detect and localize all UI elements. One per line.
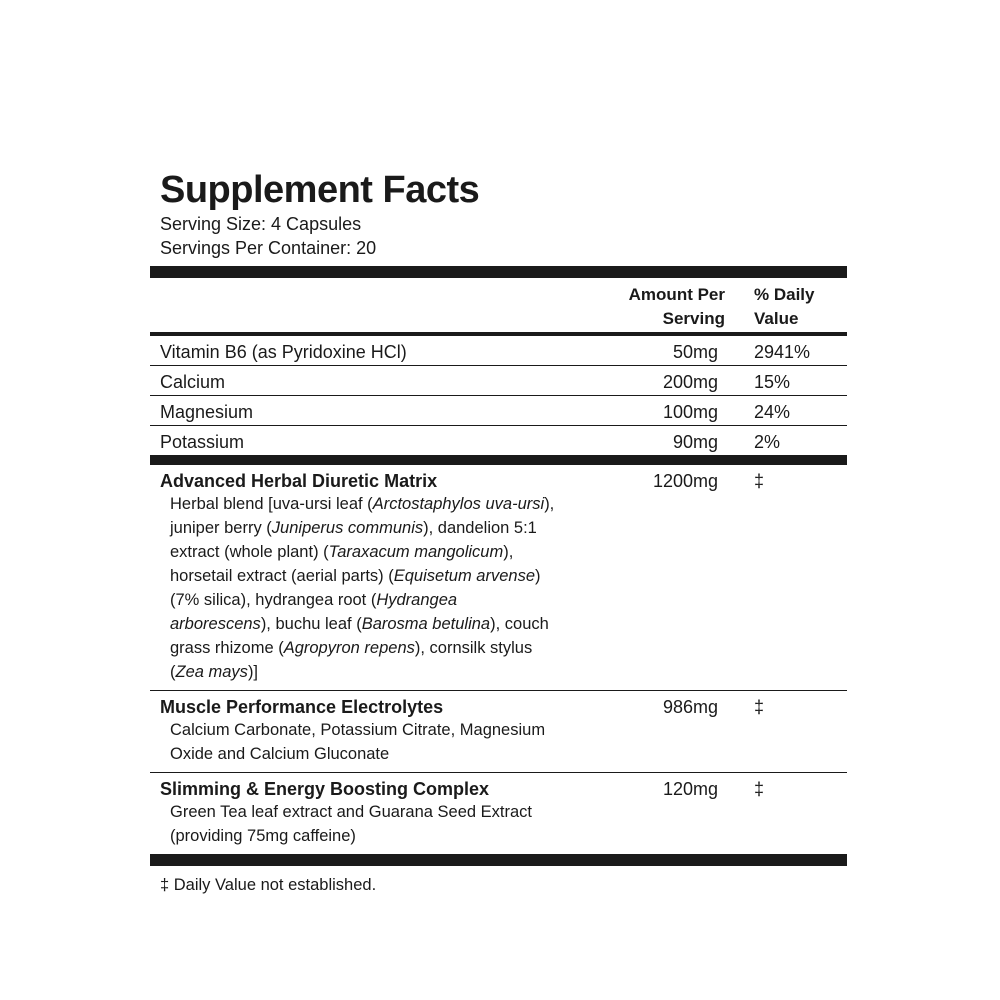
nutrient-dv: 2% — [754, 432, 781, 452]
nutrient-dv: 24% — [754, 402, 791, 422]
daily-value-header — [754, 283, 844, 331]
serving-size: Serving Size: 4 Capsules — [160, 214, 362, 234]
column-header-row — [150, 278, 847, 332]
nutrient-row — [150, 396, 847, 425]
blend-row — [150, 773, 847, 854]
blend-name: Muscle Performance Electrolytes — [160, 697, 444, 717]
blend-dv: ‡ — [754, 697, 765, 717]
divider-thick — [150, 266, 847, 278]
blend-name: Advanced Herbal Diuretic Matrix — [160, 471, 438, 491]
nutrient-row — [150, 366, 847, 395]
blend-dv: ‡ — [754, 779, 765, 799]
blend-amount: 120mg — [662, 779, 718, 799]
nutrient-name: Calcium — [160, 372, 226, 392]
nutrient-name: Vitamin B6 (as Pyridoxine HCl) — [160, 342, 407, 362]
nutrient-amount: 50mg — [672, 342, 718, 362]
blend-description: Herbal blend [uva-ursi leaf (Arctostaphylos uva-ursi), juniper berry (Juniperus communis), dandelion 5:1 extract (whole plant) (Taraxacum mangolicum), horsetail extract (aerial parts) (Equisetum arvense) (7% silica), hydrangea root (Hydrangea arborescens), buchu leaf (Barosma betulina), couch grass rhizome (Agropyron repens), cornsilk stylus (Zea mays)] — [170, 495, 555, 681]
blend-amount: 986mg — [662, 697, 718, 717]
divider-thick — [150, 455, 847, 465]
nutrient-dv: 2941% — [754, 342, 811, 362]
nutrient-row — [150, 426, 847, 455]
nutrient-amount: 100mg — [662, 402, 718, 422]
blend-dv: ‡ — [754, 471, 765, 491]
supplement-facts-panel — [150, 168, 847, 896]
nutrient-name: Potassium — [160, 432, 245, 452]
amount-per-serving-header — [605, 283, 725, 331]
footnote: ‡ Daily Value not established. — [160, 876, 377, 894]
amount-header-line1: Amount Per — [628, 285, 725, 304]
servings-per-container: Servings Per Container: 20 — [160, 238, 377, 258]
nutrient-amount: 200mg — [662, 372, 718, 392]
nutrient-dv: 15% — [754, 372, 791, 392]
blend-name: Slimming & Energy Boosting Complex — [160, 779, 490, 799]
nutrient-amount: 90mg — [672, 432, 718, 452]
dv-header-line1: % Daily — [754, 285, 815, 304]
dv-header-line2: Value — [754, 309, 799, 328]
blend-description: Calcium Carbonate, Potassium Citrate, Magnesium Oxide and Calcium Gluconate — [170, 721, 546, 763]
amount-header-line2: Serving — [662, 309, 725, 328]
nutrient-row — [150, 336, 847, 365]
blend-row — [150, 465, 847, 690]
divider-thick — [150, 854, 847, 866]
panel-title: Supplement Facts — [160, 169, 480, 211]
blend-row — [150, 691, 847, 772]
nutrient-name: Magnesium — [160, 402, 254, 422]
blend-amount: 1200mg — [652, 471, 718, 491]
blend-description: Green Tea leaf extract and Guarana Seed Extract (providing 75mg caffeine) — [170, 803, 532, 845]
